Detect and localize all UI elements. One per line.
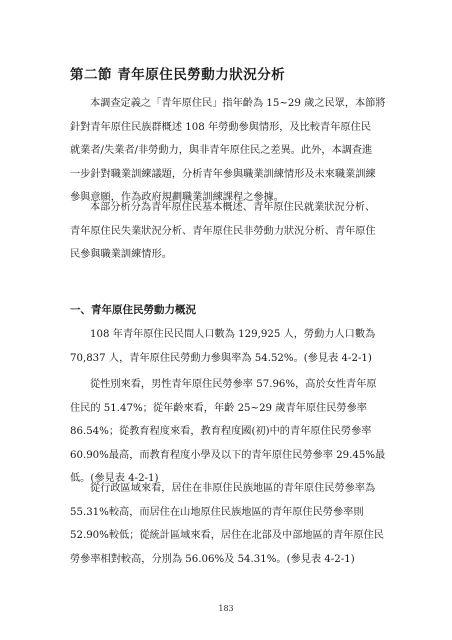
text-line: 民參與職業訓練情形。 xyxy=(70,249,172,260)
text-line: 針對青年原住民族群概述 108 年勞動參與情形，及比較青年原住民 xyxy=(70,121,371,133)
text-line: 55.31%較高，而居住在山地原住民族地區的青年原住民勞參率則 xyxy=(70,506,364,518)
population-paragraph xyxy=(70,323,388,370)
intro-paragraph-2 xyxy=(70,196,388,267)
text-line: 參與意願，作為政府規劃職業訓練課程之參據。 xyxy=(70,192,284,203)
text-line: 52.90%較低；從統計區域來看，居住在北部及中部地區的青年原住民 xyxy=(70,530,384,541)
text-line: 就業者/失業者/非勞動力，與非青年原住民之差異。此外，本調查進 xyxy=(70,145,373,156)
subsection-heading: 一、青年原住民勞動力概況 xyxy=(70,304,196,316)
text-line: 108 年青年原住民民間人口數為 129,925 人，勞動力人口數為 xyxy=(90,329,376,340)
region-paragraph xyxy=(70,477,388,571)
text-line: 70,837 人，青年原住民勞動力參與率為 54.52%。(參見表 4-2-1) xyxy=(70,352,372,364)
page-number: 183 xyxy=(218,604,234,613)
text-line: 住民的 51.47%；從年齡來看，年齡 25~29 歲青年原住民勞參率 xyxy=(70,402,367,414)
text-line: 86.54%；從教育程度來看，教育程度國(初)中的青年原住民勞參率 xyxy=(70,426,372,437)
gender-age-education-paragraph xyxy=(70,373,388,491)
text-line: 本調查定義之「青年原住民」指年齡為 15~29 歲之民眾，本節將 xyxy=(90,98,386,109)
text-line: 勞參率相對較高，分別為 56.06%及 54.31%。(參見表 4-2-1) xyxy=(70,553,355,565)
section-title: 第二節 青年原住民勞動力狀況分析 xyxy=(70,67,286,83)
text-line: 60.90%最高，而教育程度小學及以下的青年原住民勞參率 29.45%最 xyxy=(70,449,386,461)
text-line: 青年原住民失業狀況分析、青年原住民非勞動力狀況分析、青年原住 xyxy=(70,225,376,237)
text-line: 低。(參見表 4-2-1) xyxy=(70,473,159,484)
text-line: 從行政區域來看，居住在非原住民族地區的青年原住民勞參率為 xyxy=(90,483,376,494)
text-line: 一步針對職業訓練議題，分析青年參與職業訓練情形及未來職業訓練 xyxy=(70,168,376,180)
text-line: 從性別來看，男性青年原住民勞參率 57.96%，高於女性青年原 xyxy=(90,379,377,390)
intro-paragraph-1 xyxy=(70,92,388,210)
text-line: 本部分析分為青年原住民基本概述、青年原住民就業狀況分析、 xyxy=(90,202,376,213)
